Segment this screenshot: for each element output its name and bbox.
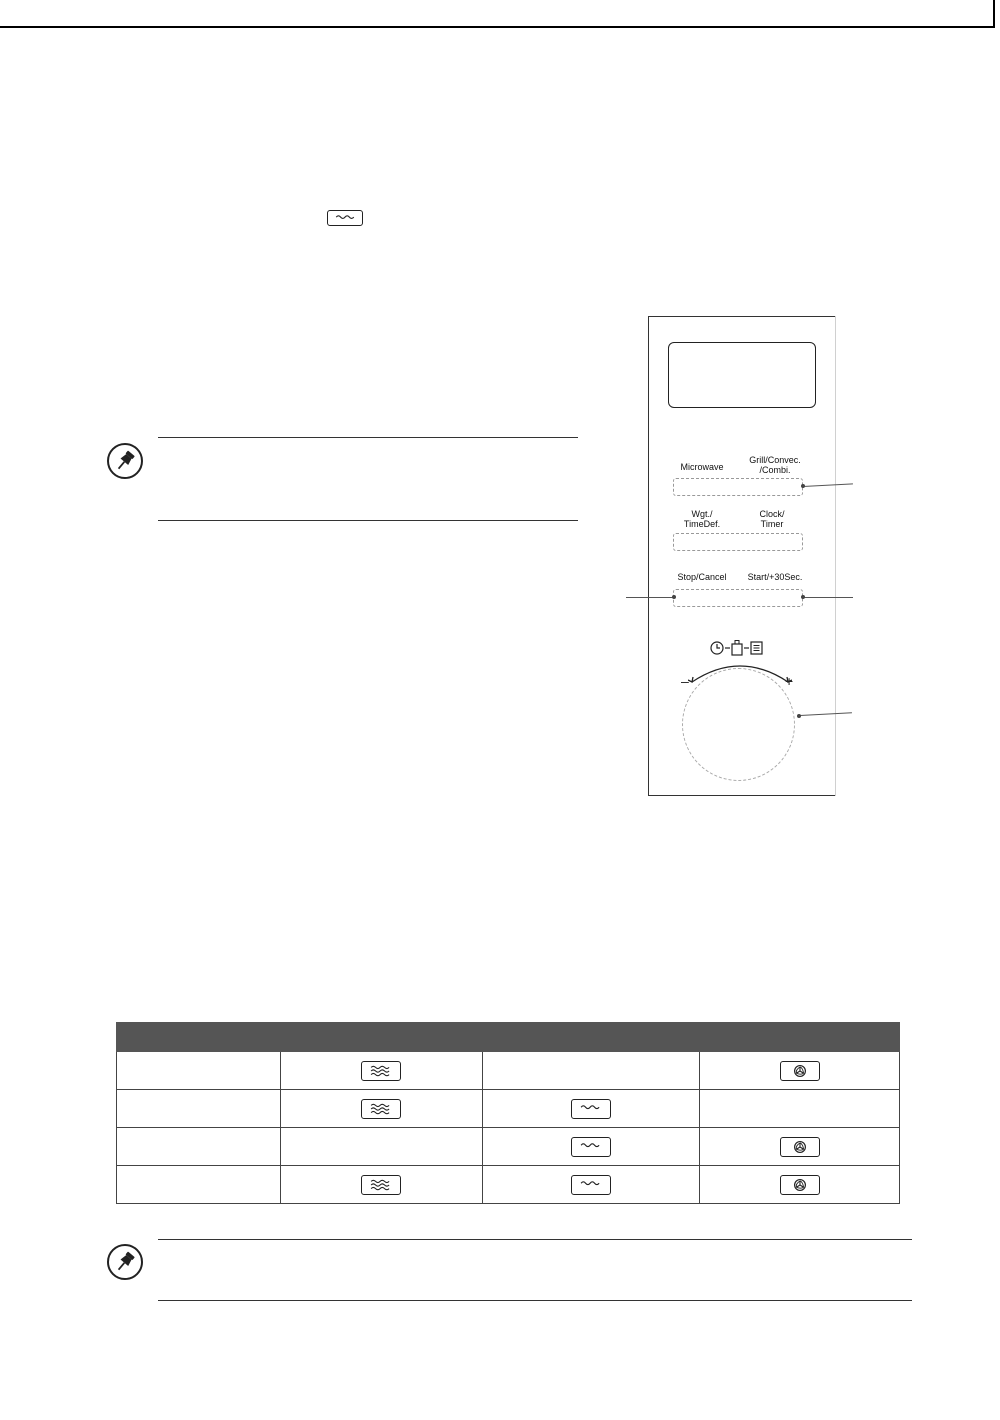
note-top-rule	[158, 437, 578, 438]
note-bottom-rule	[158, 520, 578, 521]
table-cell	[700, 1052, 900, 1090]
callout-dot	[797, 714, 801, 718]
callout-dot	[801, 595, 805, 599]
dial-minus-label: –	[681, 673, 689, 689]
grill-icon	[571, 1175, 611, 1195]
callout-dot	[672, 595, 676, 599]
table-cell	[280, 1166, 482, 1204]
microwave-icon	[361, 1175, 401, 1195]
table-cell	[117, 1128, 281, 1166]
pushpin-icon	[106, 1243, 144, 1281]
stop-cancel-button-label: Stop/Cancel	[677, 572, 727, 582]
table-row	[117, 1090, 900, 1128]
table-cell	[117, 1090, 281, 1128]
table-header-cell	[482, 1023, 700, 1052]
callout-line-stop	[626, 597, 674, 598]
mode-table	[116, 1022, 900, 1204]
table-header-cell	[280, 1023, 482, 1052]
table-row	[117, 1128, 900, 1166]
microwave-button-label: Microwave	[680, 462, 724, 472]
fan-icon	[780, 1137, 820, 1157]
table-cell	[700, 1166, 900, 1204]
page-edge-rule	[0, 0, 995, 28]
grill-icon	[571, 1137, 611, 1157]
display-window	[668, 342, 816, 408]
table-cell	[482, 1128, 700, 1166]
weight-icon	[732, 641, 742, 656]
table-row	[117, 1052, 900, 1090]
clock-icon	[711, 642, 723, 654]
microwave-icon	[361, 1061, 401, 1081]
table-cell	[700, 1128, 900, 1166]
table-cell	[482, 1166, 700, 1204]
table-cell	[280, 1090, 482, 1128]
microwave-icon	[361, 1099, 401, 1119]
table-row	[117, 1166, 900, 1204]
note-top-rule	[158, 1239, 912, 1240]
table-cell	[700, 1090, 900, 1128]
weight-time-defrost-button-label: Wgt./ TimeDef.	[683, 509, 721, 529]
callout-line-start	[803, 597, 853, 598]
table-cell	[280, 1052, 482, 1090]
control-panel-edge	[835, 316, 836, 796]
weight-clock-button-row[interactable]	[673, 533, 803, 551]
fan-icon	[780, 1175, 820, 1195]
dial-plus-label: +	[785, 673, 794, 689]
table-cell	[280, 1128, 482, 1166]
fan-icon	[780, 1061, 820, 1081]
menu-icon	[751, 642, 762, 654]
pushpin-icon	[106, 442, 144, 480]
note-bottom-rule	[158, 1300, 912, 1301]
table-header-row	[117, 1023, 900, 1052]
table-cell	[482, 1052, 700, 1090]
start-30sec-button-label: Start/+30Sec.	[747, 572, 803, 582]
table-header-cell	[700, 1023, 900, 1052]
grill-icon	[327, 210, 363, 226]
table-cell	[482, 1090, 700, 1128]
control-dial[interactable]	[682, 668, 795, 781]
microwave-grill-button-row[interactable]	[673, 478, 803, 496]
grill-convec-combi-button-label: Grill/Convec. /Combi.	[749, 455, 801, 475]
dial-mode-icons	[710, 639, 770, 657]
grill-icon	[571, 1099, 611, 1119]
table-cell	[117, 1166, 281, 1204]
stop-start-button-row[interactable]	[673, 589, 803, 607]
clock-timer-button-label: Clock/ Timer	[759, 509, 785, 529]
callout-dot	[801, 484, 805, 488]
table-header-cell	[117, 1023, 281, 1052]
table-cell	[117, 1052, 281, 1090]
